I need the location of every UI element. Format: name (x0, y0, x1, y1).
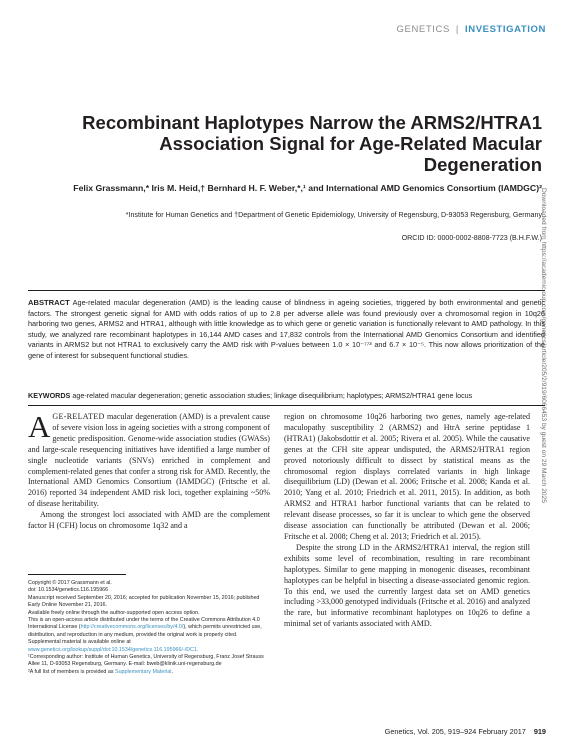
keywords-text: age-related macular degeneration; genetic association studies; linkage disequilibrium; haplotypes; ARMS2/HTRA1 gene locus (72, 391, 473, 400)
license-note (28, 617, 273, 639)
author-list: Felix Grassmann,* Iris M. Heid,† Bernhard H. F. Weber,*,¹ and International AMD Genomics Consortium (IAMDGC)² (73, 183, 542, 193)
corresponding-note: ¹Corresponding author: Institute of Human Genetics, University of Regensburg, Franz Josef Strauss Allee 11, D-93053 Regensburg, Germany. E-mail: bweb@klinik.uni-regensburg.de (28, 654, 264, 668)
section-label: INVESTIGATION (465, 24, 546, 35)
doi-note: doi: 10.1534/genetics.116.195966 (28, 587, 109, 594)
header-separator: | (455, 24, 459, 35)
footer-citation: Genetics, Vol. 205, 919–924 February 2017 (384, 727, 526, 736)
keywords (28, 391, 545, 401)
footnotes (28, 580, 273, 676)
body-paragraph: Despite the strong LD in the ARMS2/HTRA1 interval, the region still exhibits some level of recombination, resulting in rare recombinant haplotypes. Similar to gene mapping in monogenic diseases, recombinant haplotypes can be helpful in bisecting a disease-associated genomic region. To this end, we used the currently largest data set on AMD genetics including >33,000 genotyped individuals (Fritsche et al. 2016) and analyzed the rare, but informative recombinant haplotypes on 10q26 to define a minimal set of variants associated with AMD. (284, 542, 530, 629)
body-paragraph: Among the strongest loci associated with AMD are the complement factor H (CFH) locus on chromosome 1q32 and a (28, 510, 270, 531)
page-number: 919 (533, 727, 546, 736)
intro-text: macular degeneration (AMD) is a prevalent cause of severe vision loss in ageing societies with a strong component of genetic predisposition. Genome-wide association studies (GWASs) and large-scale resequencing initiatives have identified a large number of single nucleotide variants (SNVs) enriched in complement and complement-related genes that confer a strong risk for AMD. Recently, the International AMD Genomics Consortium (IAMDGC) (Fritsche et al. 2016) reported 34 independent AMD risk loci, together explaining ~50% of disease heritability. (28, 412, 270, 509)
journal-name: GENETICS (396, 24, 450, 35)
received-note: Manuscript received September 20, 2016; accepted for publication November 15, 2016; published Early Online November 21, 2016. (28, 594, 260, 609)
journal-header (397, 24, 546, 35)
body-column-right (284, 412, 530, 630)
footnote-rule (28, 574, 126, 575)
abstract-label: ABSTRACT (28, 298, 70, 307)
members-text: ²A full list of members is provided as (28, 668, 116, 675)
body-paragraph: region on chromosome 10q26 harboring two genes, namely age-related maculopathy susceptibility 2 (ARMS2) and HtrA serine peptidase 1 (HTRA1) (Jakobsdottir et al. 2005; Rivera et al. 2005). While the causative genes at the CFH site appear undisputed, the ARMS2/HTRA1 region proved notoriously difficult to dissect by statistical means as the chromosomal region displays correlated variants in high linkage disequilibrium (LD) (Dewan et al. 2006; Fritsche et al. 2008; Kanda et al. 2010; Yang et al. 2010; Friedrich et al. 2011, 2015). In addition, as both ARMS2 and HTRA1 harbor functional variants that can be related to relevant disease processes, so far it is unclear to which gene the observed disease association can functionally be attributed (Dewan et al. 2006; Fritsche et al. 2008; Cheng et al. 2013; Friedrich et al. 2015). (284, 412, 530, 541)
intro-paragraph (28, 409, 270, 510)
members-note (28, 669, 273, 676)
supplement-note (28, 639, 273, 654)
lead-in: GE-RELATED (52, 412, 105, 421)
license-text-end: ), which permits unrestricted use, distribution, and reproduction in any medium, provided the original work is properly cited. (28, 624, 262, 638)
members-text-end: . (171, 668, 173, 675)
download-watermark-text: Downloaded from https://academic.oup.com/genetics/article/205/2/919/6066453 by guest on 29 March 2025 (540, 188, 547, 503)
members-link[interactable]: Supplementary Material (115, 668, 172, 675)
page-footer (385, 727, 546, 736)
abstract-text: Age-related macular degeneration (AMD) is the leading cause of blindness in ageing societies, triggered by both environmental and genetic factors. The strongest genetic signal for AMD with odds ratios of up to 2.8 per adverse allele was found previously over a chromosomal region in 10q26 harboring two genes, ARMS2 and HTRA1, although with little knowledge as to which gene or genetic variation is functionally relevant to AMD pathology. In this study, we analyzed rare recombinant haplotypes in 16,144 AMD cases and 17,832 controls from the International AMD Genomics Consortium and identified variants in ARMS2 but not HTRA1 to exclusively carry the AMD risk with P-values between 1.0 × 10⁻⁷⁷³ and 6.7 × 10⁻⁵. This now allows prioritization of the gene of interest for subsequent functional studies. (28, 298, 546, 360)
orcid-id: ORCID ID: 0000-0002-8808-7723 (B.H.F.W.) (401, 234, 542, 242)
abstract-top-rule (28, 290, 545, 291)
article-title: Recombinant Haplotypes Narrow the ARMS2/HTRA1 Association Signal for Age-Related Macular Degeneration (82, 112, 542, 175)
supplement-text: Supplemental material is available online at (28, 639, 131, 646)
body-column-left (28, 409, 270, 532)
drop-cap: A (28, 409, 51, 444)
abstract (28, 298, 545, 361)
abstract-bottom-rule (28, 405, 545, 406)
open-access-note: Available freely online through the author-supported open access option. (28, 609, 200, 616)
license-text: This is an open-access article distributed under the terms of the Creative Commons Attribution 4.0 International License ( (28, 617, 260, 631)
license-link[interactable]: http://creativecommons.org/licenses/by/4.0/ (80, 624, 184, 631)
copyright-note: Copyright © 2017 Grassmann et al. (28, 580, 112, 586)
supplement-link[interactable]: www.genetics.org/lookup/suppl/doi:10.1534/genetics.116.195966/-/DC1. (28, 646, 199, 653)
keywords-label: KEYWORDS (28, 391, 71, 400)
affiliations: *Institute for Human Genetics and †Department of Genetic Epidemiology, University of Regensburg, D-93053 Regensburg, Germany (125, 211, 542, 219)
